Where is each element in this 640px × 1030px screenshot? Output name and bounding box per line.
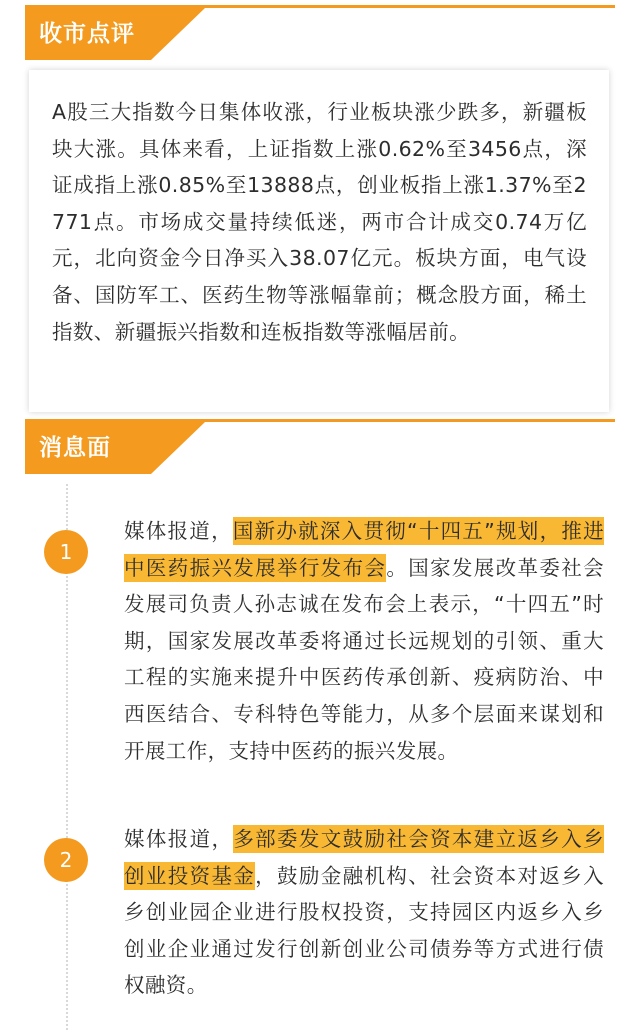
news-highlight: 国新办就深入贯彻“十四五”规划，推进中医药振兴发展举行发布会 [124, 519, 605, 580]
news-prefix: 媒体报道， [124, 519, 233, 543]
news-body: ，鼓励金融机构、社会资本对返乡入乡创业园企业进行股权投资，支持园区内返乡入乡创业企业通过发行创新创业公司债券等方式进行债权融资。 [124, 863, 604, 998]
news-body: 。国家发展改革委社会发展司负责人孙志诚在发布会上表示，“十四五”时期，国家发展改革委将通过长远规划的引领、重大工程的实施来提升中医药传承创新、疫病防治、中西医结合、专科特色等能力，从多个层面来谋划和开展工作，支持中医药的振兴发展。 [124, 555, 604, 763]
news-number-badge: 2 [44, 838, 88, 882]
market-summary-card [29, 70, 609, 412]
news-text [124, 821, 604, 1004]
market-summary-text: A股三大指数今日集体收涨，行业板块涨少跌多，新疆板块大涨。具体来看，上证指数上涨0.62%至3456点，深证成指上涨0.85%至13888点，创业板指上涨1.37%至2771点。市场成交量持续低迷，两市合计成交0.74万亿元，北向资金今日净买入38.07亿元。板块方面，电气设备、国防军工、医药生物等涨幅靠前；概念股方面，稀土指数、新疆振兴指数和连板指数等涨幅居前。 [52, 100, 587, 344]
news-section-title: 消息面 [39, 435, 111, 461]
news-section-header [25, 422, 205, 474]
summary-section-title: 收市点评 [39, 21, 135, 47]
news-highlight: 多部委发文鼓励社会资本建立返乡入乡创业投资基金 [124, 827, 604, 888]
summary-section-header [25, 8, 205, 60]
news-text [124, 513, 604, 769]
news-prefix: 媒体报道， [124, 827, 234, 851]
news-number-badge: 1 [44, 530, 88, 574]
